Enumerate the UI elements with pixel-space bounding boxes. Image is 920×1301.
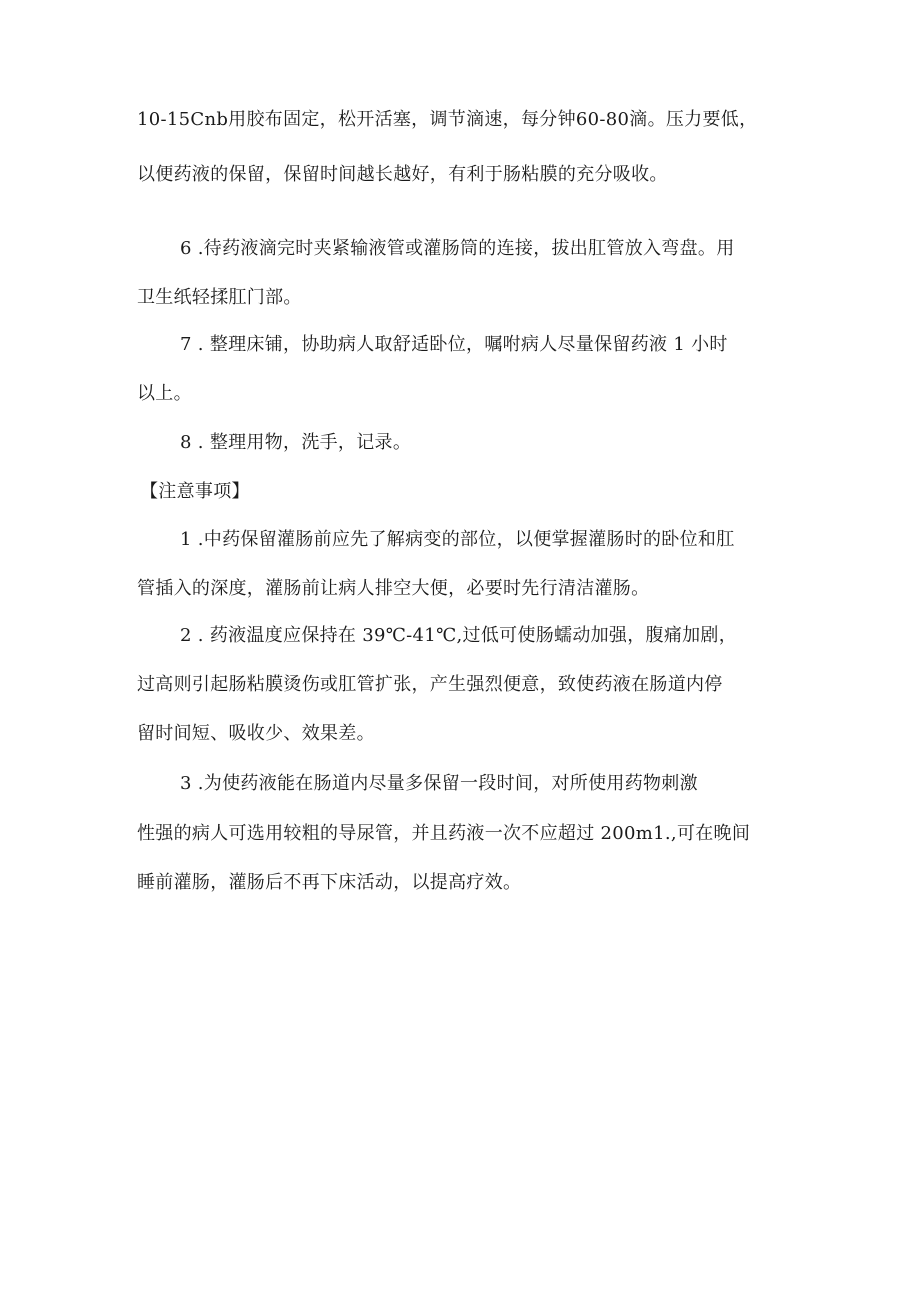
note-2-line: 2 . 药液温度应保持在 39℃-41℃,过低可使肠蠕动加强，腹痛加剧，: [180, 625, 738, 646]
paragraph-line: 10-15Cnb用胶布固定，松开活塞，调节滴速，每分钟60-80滴。压力要低，: [137, 109, 758, 130]
note-2-line: 留时间短、吸收少、效果差。: [137, 723, 375, 744]
note-3-line: 性强的病人可选用较粗的导尿管，并且药液一次不应超过 200m1.,可在晚间: [137, 823, 751, 844]
notes-heading: 【注意事项】: [140, 481, 250, 502]
note-2-line: 过高则引起肠粘膜烫伤或肛管扩张，产生强烈便意，致使药液在肠道内停: [137, 674, 723, 695]
step-8-line: 8 . 整理用物，洗手，记录。: [180, 432, 412, 453]
note-3-line: 睡前灌肠，灌肠后不再下床活动，以提高疗效。: [137, 872, 522, 893]
step-6-line: 6 .待药液滴完时夹紧输液管或灌肠筒的连接，拔出肛管放入弯盘。用: [180, 238, 735, 259]
step-7-line: 7 . 整理床铺，协助病人取舒适卧位，嘱咐病人尽量保留药液 1 小时: [180, 334, 728, 355]
note-3-line: 3 .为使药液能在肠道内尽量多保留一段时间，对所使用药物刺激: [180, 773, 698, 794]
note-1-line: 管插入的深度，灌肠前让病人排空大便，必要时先行清洁灌肠。: [137, 578, 650, 599]
paragraph-line: 以便药液的保留，保留时间越长越好，有利于肠粘膜的充分吸收。: [137, 164, 668, 185]
note-1-line: 1 .中药保留灌肠前应先了解病变的部位，以便掌握灌肠时的卧位和肛: [180, 529, 735, 550]
step-7-line: 以上。: [137, 383, 192, 404]
step-6-line: 卫生纸轻揉肛门部。: [137, 287, 302, 308]
